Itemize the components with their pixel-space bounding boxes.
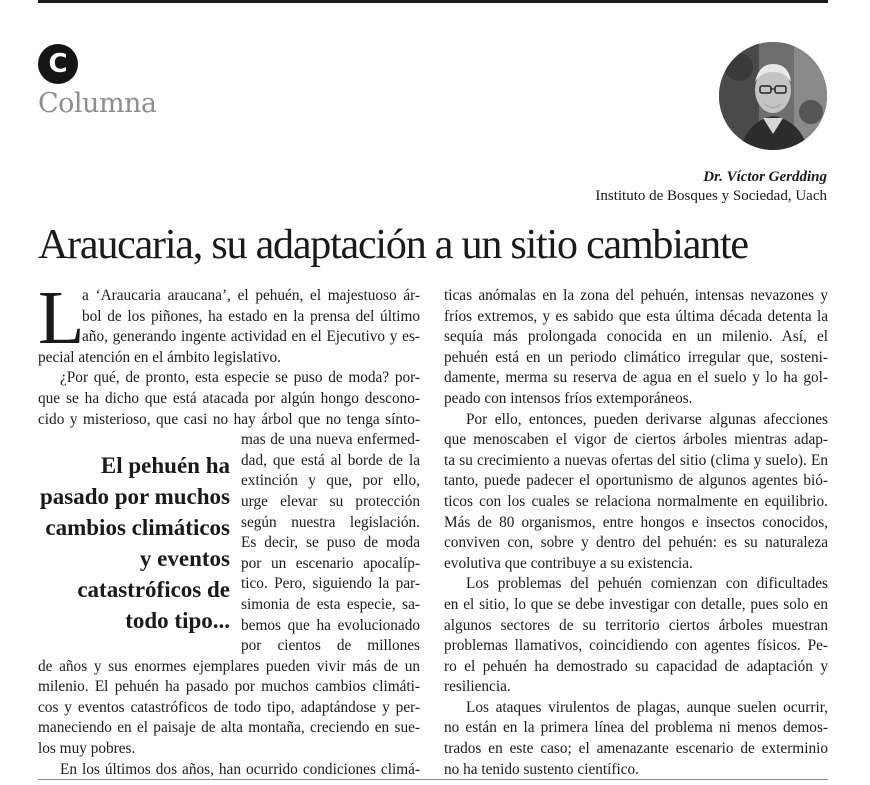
text-line: sequía más prolongada conocida en un milenio. Así, el	[444, 328, 828, 346]
text-line: no ha tenido sustento científico.	[444, 760, 639, 778]
text-line: no están en la primera línea del problema ni menos demos-	[444, 719, 828, 737]
text-line: maneciendo en el paisaje de alta montaña, creciendo en sue-	[38, 719, 420, 737]
text-line: pecial atención en el ámbito legislativo.	[38, 348, 281, 366]
bottom-rule	[38, 779, 828, 780]
text-line: tanto, puede padecer el oportunismo de algunos agentes bió-	[444, 472, 828, 490]
pull-quote-line: El pehuén ha	[100, 453, 230, 478]
text-line: en el sitio, lo que se debe investigar con detalle, pues solo en	[444, 595, 828, 613]
author-name: Dr. Víctor Gerdding	[703, 169, 827, 185]
text-line: bol de los piñones, ha estado en la prensa del último	[82, 307, 420, 325]
text-line: conviven con, sobre y dentro del pehuén: es su naturaleza	[444, 534, 828, 552]
text-line: a ‘Araucaria araucana’, el pehuén, el majestuoso ár-	[82, 287, 420, 304]
pull-quote-line: y eventos	[139, 546, 230, 571]
text-line: evolutiva que contribuye a su existencia.	[444, 554, 693, 572]
text-line: peado con intensos fríos extemporáneos.	[444, 389, 693, 407]
text-line: algunos sectores de su territorio ciertos árboles muestran	[444, 616, 828, 634]
top-rule	[38, 0, 828, 3]
text-line: por un escenario apocalíp-	[241, 554, 420, 572]
text-line: trados en este caso; el amenazante escenario de exterminio	[444, 740, 828, 758]
pull-quote	[38, 450, 230, 636]
text-line: problemas llamativos, coincidiendo con agentes físicos. Pe-	[444, 637, 828, 655]
author-photo	[719, 42, 827, 150]
text-line: fríos extremos, y es sabido que esta última década detenta la	[444, 307, 828, 325]
text-line: según nuestra legislación.	[241, 513, 420, 531]
text-line: ¿Por qué, de pronto, esta especie se puso de moda? por-	[60, 369, 420, 387]
text-line: mas de una nueva enfermed-	[241, 431, 420, 449]
column-2	[444, 286, 828, 780]
text-line: damente, merma su reserva de agua en el suelo y lo ha gol-	[444, 369, 828, 387]
text-line: Es decir, se puso de moda	[241, 534, 420, 552]
text-line: los muy pobres.	[38, 740, 136, 758]
text-line: que menoscaben el vigor de ciertos árboles mientras adap-	[444, 431, 828, 449]
pull-quote-line: catastróficos de	[77, 577, 230, 602]
pull-quote-line: cambios climáticos	[45, 515, 230, 540]
text-line: pehuén está en un periodo climático irregular que, sosteni-	[444, 348, 828, 366]
section-badge: C	[38, 44, 78, 84]
text-line: extinción y que, por ello,	[241, 472, 420, 490]
headline: Araucaria, su adaptación a un sitio cambiante	[38, 222, 748, 268]
author-affiliation: Instituto de Bosques y Sociedad, Uach	[595, 188, 827, 204]
section-label: Columna	[38, 88, 157, 119]
text-line: resiliencia.	[444, 678, 511, 696]
text-line: ta su crecimiento a nuevas ofertas del sitio (clima y suelo). En	[444, 451, 828, 469]
pull-quote-line: pasado por muchos	[39, 484, 230, 509]
text-line: milenio. El pehuén ha pasado por muchos cambios climáti-	[38, 678, 420, 696]
text-line: En los últimos dos años, han ocurrido condiciones climá-	[60, 760, 420, 778]
text-line: tico. Pero, siguiendo la par-	[241, 575, 420, 593]
text-line: ticos con los cuales se relaciona normalmente en equilibrio.	[444, 492, 828, 510]
text-line: Más de 80 organismos, entre hongos e insectos conocidos,	[444, 513, 828, 531]
text-line: bemos que ha evolucionado	[241, 616, 420, 634]
text-line: Los ataques virulentos de plagas, aunque suelen ocurrir,	[466, 698, 828, 716]
text-line: cos y eventos catastróficos de todo tipo, adaptándose y per-	[38, 698, 420, 716]
text-line: urge elevar su protección	[241, 492, 420, 510]
text-line: que se ha dicho que está atacada por algún hongo descono-	[38, 389, 420, 407]
text-line: cido y misterioso, que casi no hay árbol que no tenga sínto-	[38, 410, 420, 428]
pull-quote-line: todo tipo...	[125, 608, 230, 633]
text-line: de años y sus enormes ejemplares pueden vivir más de un	[38, 657, 420, 675]
text-line: Por ello, entonces, pueden derivarse algunas afecciones	[466, 410, 828, 428]
text-line: Los problemas del pehuén comienzan con dificultades	[466, 575, 828, 593]
text-line: ro el pehuén ha demostrado su capacidad de adaptación y	[444, 657, 828, 675]
author-portrait-image	[719, 42, 827, 150]
narrow-text-block	[241, 430, 420, 657]
text-line: simonia de esta especie, sa-	[241, 595, 420, 613]
text-line: dad, que está al borde de la	[241, 451, 420, 469]
text-line: año, generando ingente actividad en el Ejecutivo y es-	[82, 328, 420, 346]
text-line: ticas anómalas en la zona del pehuén, intensas nevazones y	[444, 287, 828, 304]
drop-cap: L	[38, 276, 85, 360]
author-byline	[595, 168, 827, 206]
text-line: por cientos de millones	[241, 637, 420, 655]
